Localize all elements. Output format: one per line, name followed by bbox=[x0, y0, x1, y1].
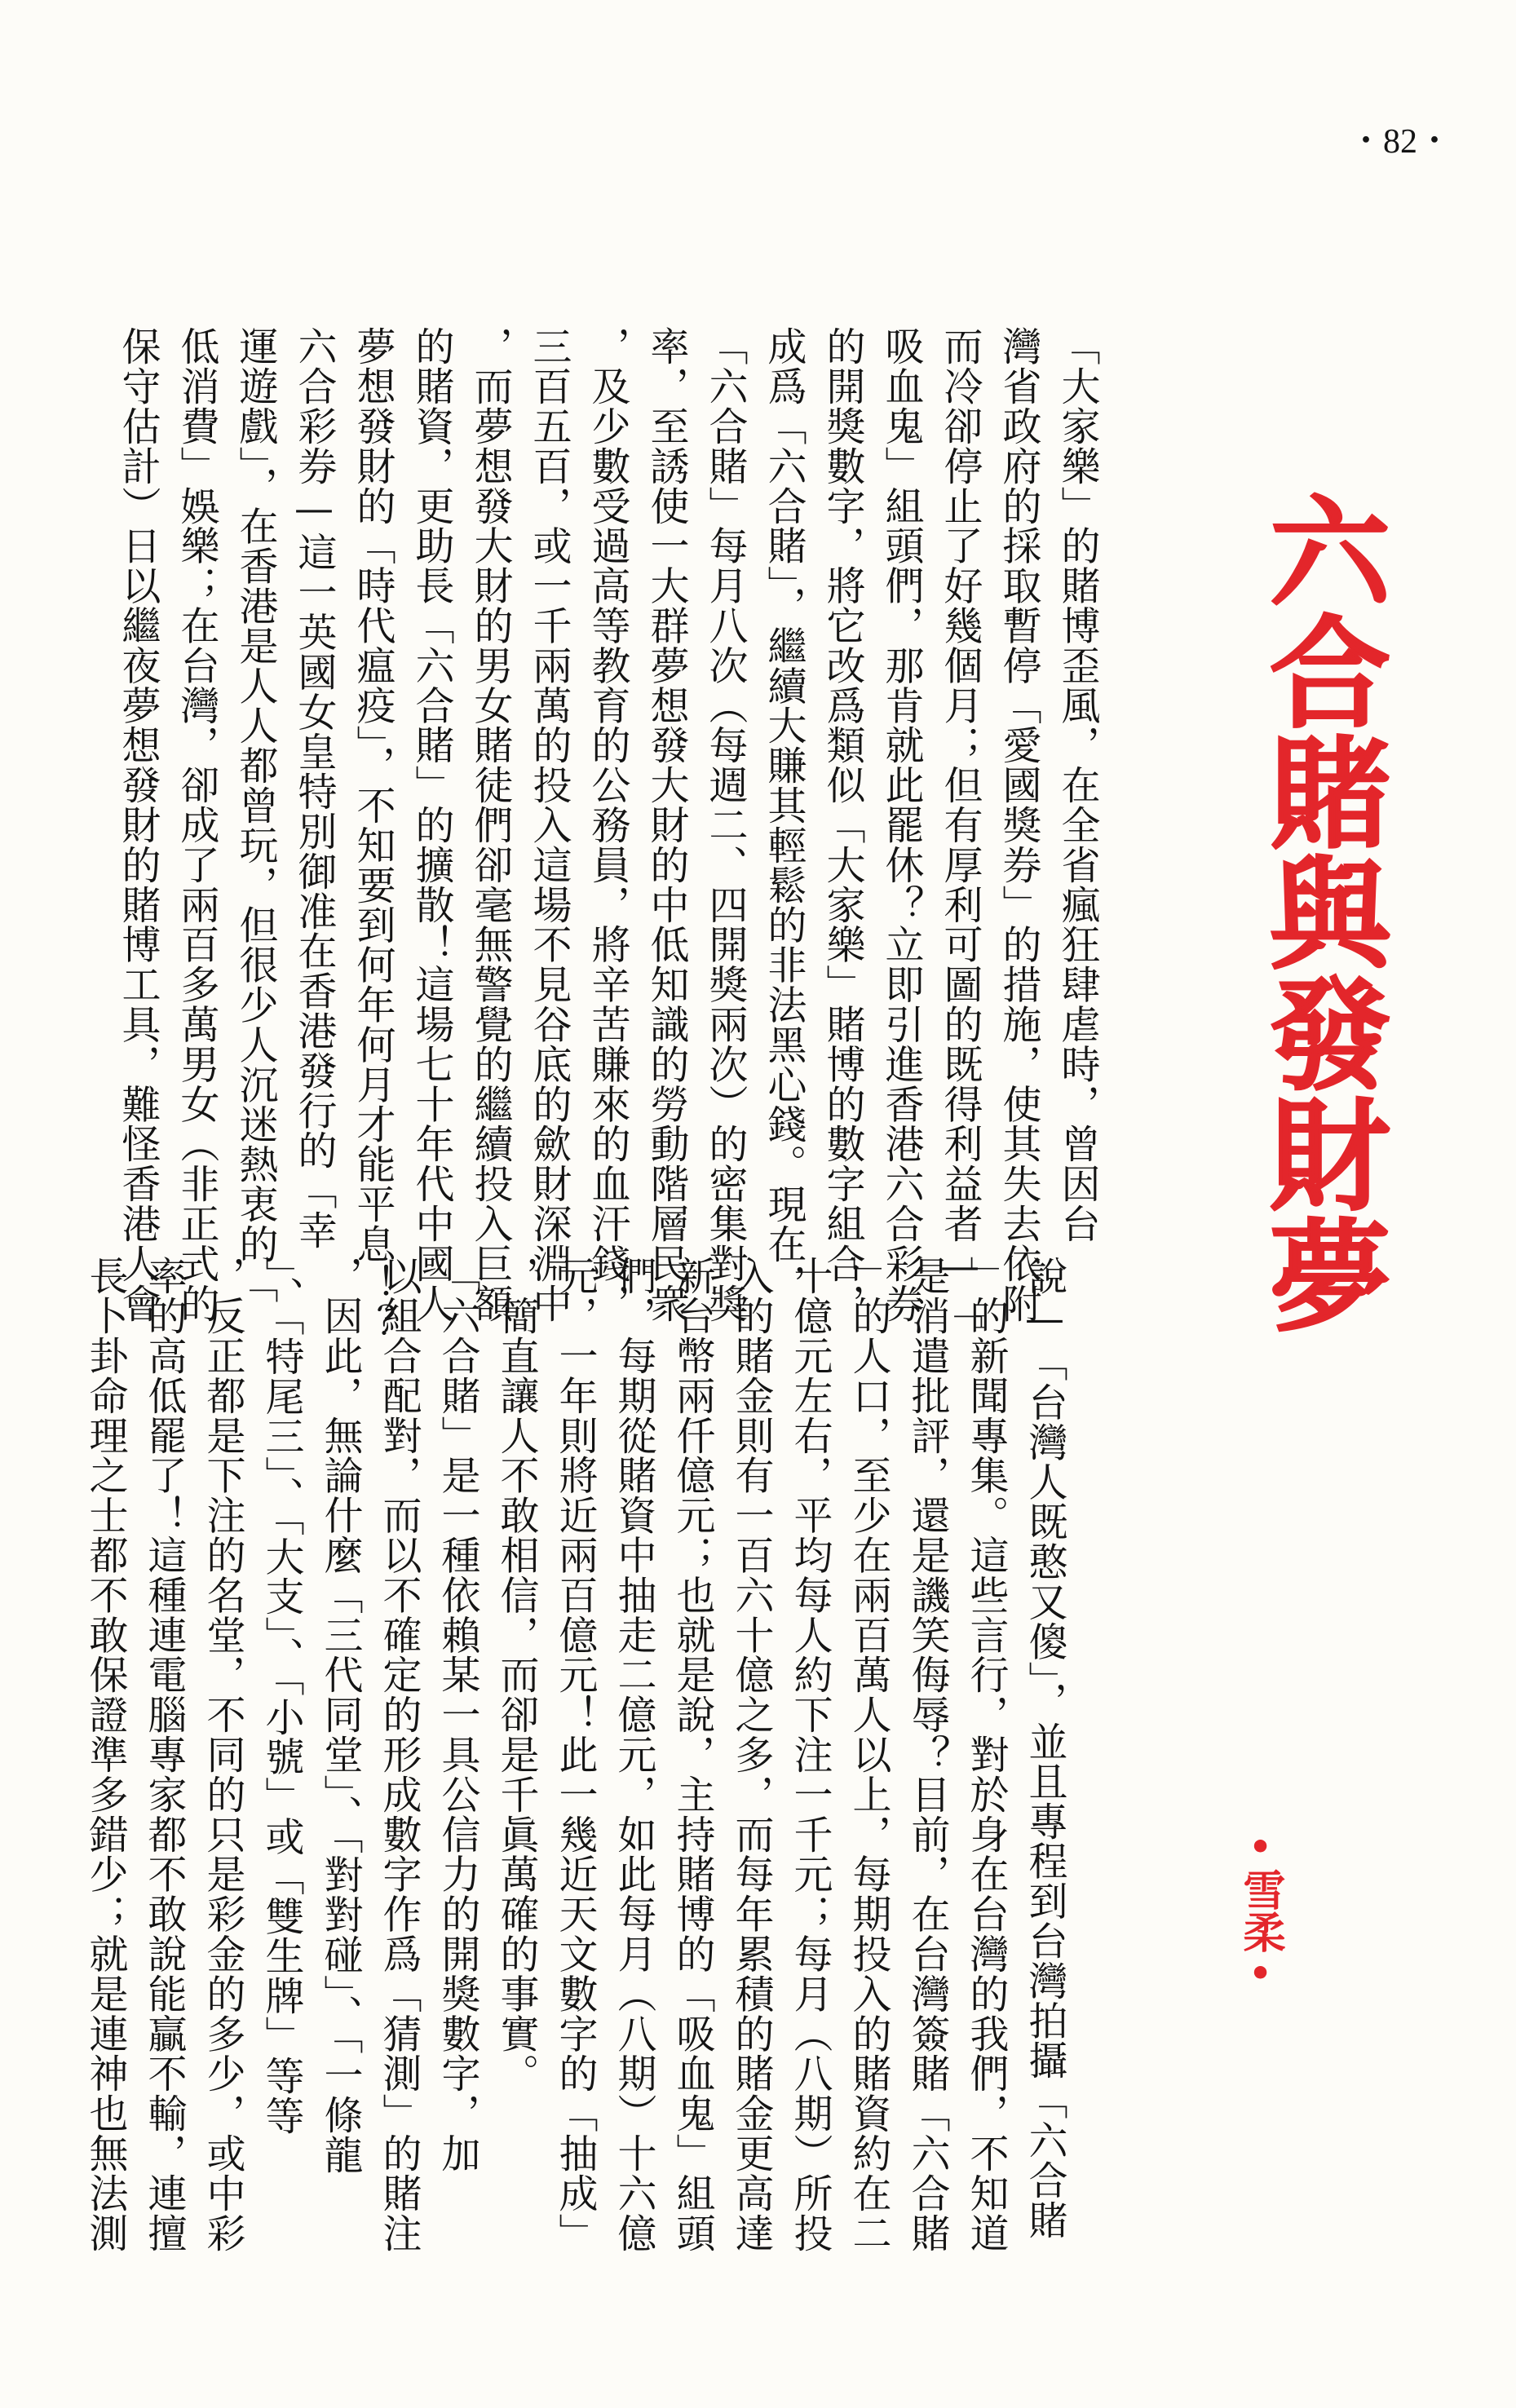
upper-column-15: 運遊戲」，在香港是人人都曾玩，但很少人沉迷熱衷的「 bbox=[232, 326, 278, 1304]
upper-column-14: 六合彩券—這一英國女皇特別御准在香港發行的「幸 bbox=[291, 326, 337, 1250]
upper-column-10: 三百五百，或一千兩萬的投入這場不見谷底的歛財深淵中 bbox=[526, 326, 572, 1323]
lower-column-16: 率的高低罷了！這種連電腦專家都不敢說能贏不輸，連擅 bbox=[141, 1256, 187, 2253]
upper-column-8: 率，至誘使一大群夢想發大財的中低知識的勞動階層民衆 bbox=[643, 326, 689, 1323]
bullet-dot-icon: • bbox=[1240, 1827, 1281, 1868]
author-byline bbox=[1231, 1827, 1288, 2088]
upper-column-5: 的開獎數字，將它改爲類似「大家樂」賭博的數字組合， bbox=[820, 326, 865, 1323]
lower-column-4: 」的人口，至少在兩百萬人以上，每期投入的賭資約在二 bbox=[846, 1256, 891, 2253]
upper-column-17: 保守估計）日以繼夜夢想發財的賭博工具，難怪香港人會 bbox=[115, 326, 161, 1323]
lower-column-6: 入的賭金則有一百六十億之多，而每年累積的賭金更高達 bbox=[728, 1256, 774, 2253]
lower-column-17: 長卜卦命理之士都不敢保證準多錯少；就是連神也無法測 bbox=[82, 1256, 128, 2253]
lower-column-15: ，反正都是下注的名堂，不同的只是彩金的多少，或中彩 bbox=[200, 1256, 245, 2253]
upper-column-4: 吸血鬼」組頭們，那肯就此罷休？立即引進香港六合彩券 bbox=[878, 326, 924, 1323]
lower-column-13: ，因此，無論什麼「三代同堂」、「對對碰」、「一條龍 bbox=[317, 1256, 363, 2175]
article-title: 六合賭與發財夢 bbox=[1250, 489, 1392, 1334]
upper-column-9: ，及少數受過高等教育的公務員，將辛苦賺來的血汗錢， bbox=[585, 326, 630, 1323]
upper-column-7: 「六合賭」每月八次（每週二、四開獎兩次）的密集對獎 bbox=[702, 326, 748, 1323]
lower-column-1: 說—「台灣人既憨又傻」，並且專程到台灣拍攝「六合賭 bbox=[1022, 1256, 1067, 2240]
lower-column-9: 元，一年則將近兩百億元！此一幾近天文數字的「抽成」 bbox=[552, 1256, 598, 2253]
upper-column-1: 「大家樂」的賭博歪風，在全省瘋狂肆虐時，曾因台 bbox=[1054, 326, 1100, 1244]
upper-column-13: 夢想發財的「時代瘟疫」，不知要到何年何月才能平息！？ bbox=[350, 326, 396, 1344]
page-number: ・82・ bbox=[1348, 123, 1452, 161]
lower-column-2: 」的新聞專集。這些言行，對於身在台灣的我們，不知道 bbox=[963, 1256, 1009, 2253]
lower-column-10: ，簡直讓人不敢相信，而卻是千眞萬確的事實。 bbox=[493, 1256, 539, 2093]
lower-column-12: 以組合配對，而以不確定的形成數字作爲「猜測」的賭注 bbox=[376, 1256, 422, 2253]
lower-column-14: 」、「特尾三」、「大支」、「小號」或「雙生牌」等等 bbox=[259, 1256, 304, 2136]
bullet-dot-icon: • bbox=[1240, 1953, 1281, 1995]
upper-column-2: 灣省政府的採取暫停「愛國獎券」的措施，使其失去依附 bbox=[996, 326, 1041, 1323]
upper-column-16: 低消費」娛樂；在台灣，卻成了兩百多萬男女（非正式的 bbox=[174, 326, 219, 1323]
upper-column-12: 的賭資，更助長「六合賭」的擴散！這場七十年代中國人 bbox=[409, 326, 454, 1323]
lower-column-7: 新台幣兩仟億元；也就是說，主持賭博的「吸血鬼」組頭 bbox=[670, 1256, 715, 2253]
lower-column-11: 「六合賭」是一種依賴某一具公信力的開獎數字，加 bbox=[435, 1256, 480, 2173]
author-name: 雪柔 bbox=[1235, 1868, 1285, 1953]
lower-column-5: 十億元左右，平均每人約下注一千元；每月（八期）所投 bbox=[787, 1256, 833, 2253]
upper-column-6: 成爲「六合賭」，繼續大賺其輕鬆的非法黑心錢。現在， bbox=[761, 326, 807, 1304]
upper-column-11: ，而夢想發大財的男女賭徒們卻毫無警覺的繼續投入巨額 bbox=[467, 326, 513, 1323]
upper-column-3: 而冷卻停止了好幾個月；但有厚利可圖的既得利益者—「 bbox=[937, 326, 983, 1330]
lower-column-8: 們，每期從賭資中抽走二億元，如此每月（八期）十六億 bbox=[611, 1256, 656, 2253]
lower-column-3: 是消遣批評，還是譏笑侮辱？目前，在台灣簽賭「六合賭 bbox=[904, 1256, 950, 2253]
